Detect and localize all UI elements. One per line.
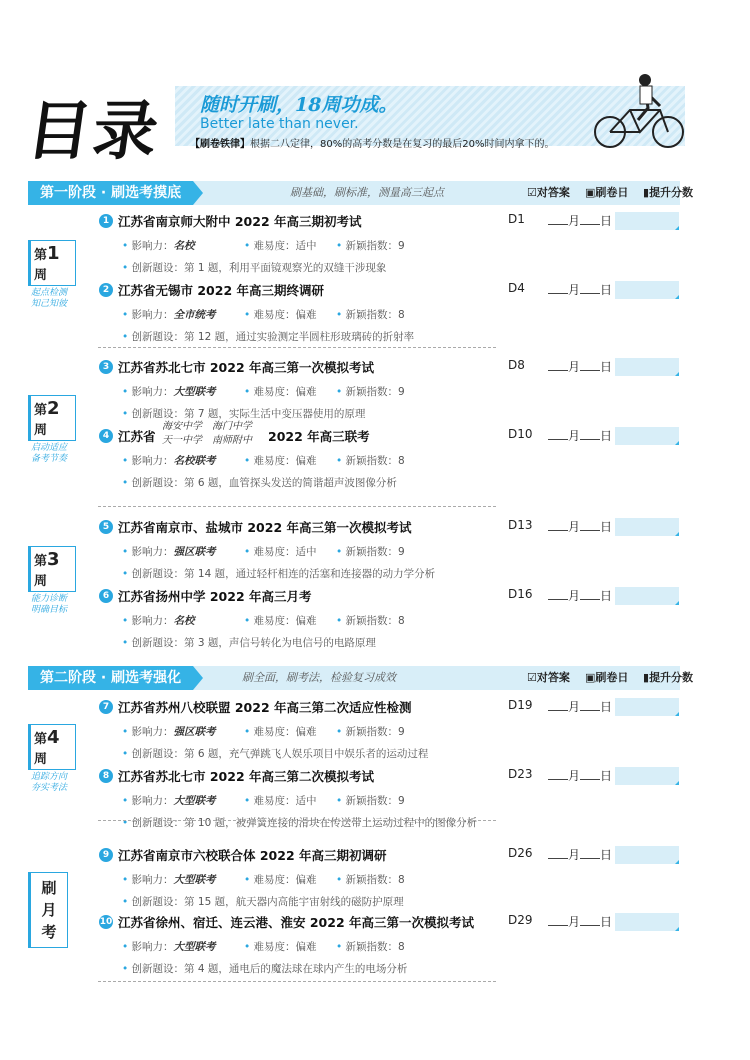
entry-meta: • 影响力：大型联考 bbox=[122, 795, 216, 807]
entry-number: 8 bbox=[99, 769, 113, 783]
entry-score-box[interactable] bbox=[615, 212, 679, 230]
entry-school-group: 海安中学 海门中学 bbox=[162, 421, 252, 432]
entry-meta: • 影响力：强区联考 bbox=[122, 726, 216, 738]
innovate-value: 第 6 题，血管探头发送的简谐超声波图像分析 bbox=[184, 477, 397, 489]
difficulty-value: 偏难 bbox=[295, 726, 317, 738]
novelty-value: 8 bbox=[398, 874, 405, 886]
entry-date-fill[interactable]: 月 日 bbox=[548, 518, 612, 535]
innovate-value: 第 3 题，声信号转化为电信号的电路原理 bbox=[184, 637, 376, 649]
entry-novelty: • 新颖指数：8 bbox=[336, 874, 405, 886]
novelty-value: 8 bbox=[398, 309, 405, 321]
week-label-month: 刷 月 考 bbox=[28, 872, 68, 948]
impact-label: 影响力： bbox=[131, 455, 174, 467]
entry-separator bbox=[98, 981, 496, 982]
entry-innovate: • 创新题设：第 14 题，通过轻杆相连的活塞和连接器的动力学分析 bbox=[122, 568, 436, 580]
slogan-chinese: 随时开刷，18周功成。 bbox=[200, 94, 398, 116]
entry-page-code: D8 bbox=[508, 358, 525, 372]
entry-name: 江苏省南京师大附中 2022 年高三期初考试 bbox=[118, 214, 362, 229]
entry-meta: • 影响力：名校联考 bbox=[122, 455, 216, 467]
innovate-value: 第 10 题，被弹簧连接的滑块在传送带上运动过程中的图像分析 bbox=[184, 817, 478, 829]
novelty-value: 9 bbox=[398, 726, 405, 738]
entry-innovate: • 创新题设：第 3 题，声信号转化为电信号的电路原理 bbox=[122, 637, 376, 649]
innovate-value: 第 14 题，通过轻杆相连的活塞和连接器的动力学分析 bbox=[184, 568, 436, 580]
entry-number: 6 bbox=[99, 589, 113, 603]
entry-page-code: D26 bbox=[508, 846, 533, 860]
entry-date-fill[interactable]: 月 日 bbox=[548, 767, 612, 784]
novelty-value: 9 bbox=[398, 386, 405, 398]
entry-novelty: • 新颖指数：8 bbox=[336, 615, 405, 627]
entry-novelty: • 新颖指数：8 bbox=[336, 309, 405, 321]
entry-novelty: • 新颖指数：8 bbox=[336, 455, 405, 467]
difficulty-value: 偏难 bbox=[295, 615, 317, 627]
column-score-2: ▮提升分数 bbox=[643, 671, 694, 684]
difficulty-value: 偏难 bbox=[295, 874, 317, 886]
entry-innovate: • 创新题设：第 4 题，通电后的魔法球在球内产生的电场分析 bbox=[122, 963, 408, 975]
entry-date-fill[interactable]: 月 日 bbox=[548, 913, 612, 930]
week-label-1: 第1周 起点检测 知己知彼 bbox=[28, 240, 76, 312]
entry-difficulty: • 难易度：偏难 bbox=[244, 386, 317, 398]
entry-page-code: D19 bbox=[508, 698, 533, 712]
novelty-value: 9 bbox=[398, 795, 405, 807]
impact-label: 影响力： bbox=[131, 941, 174, 953]
entry-page-code: D4 bbox=[508, 281, 525, 295]
week-label-4: 第4周 追踪方向 夯实考法 bbox=[28, 724, 76, 796]
entry-score-box[interactable] bbox=[615, 767, 679, 785]
entry-number: 10 bbox=[99, 917, 113, 927]
impact-label: 影响力： bbox=[131, 309, 174, 321]
novelty-value: 8 bbox=[398, 615, 405, 627]
entry-meta: • 影响力：强区联考 bbox=[122, 546, 216, 558]
entry-name: 江苏省南京市六校联合体 2022 年高三期初调研 bbox=[118, 848, 387, 863]
entry-meta: • 影响力：名校 bbox=[122, 240, 195, 252]
innovate-value: 第 7 题，实际生活中变压器使用的原理 bbox=[184, 408, 366, 420]
entry-meta: • 影响力：大型联考 bbox=[122, 874, 216, 886]
rule-line bbox=[190, 135, 554, 150]
novelty-value: 9 bbox=[398, 240, 405, 252]
column-brush-day: ▣刷卷日 bbox=[585, 186, 629, 199]
novelty-value: 9 bbox=[398, 546, 405, 558]
innovate-value: 第 12 题，通过实验测定半圆柱形玻璃砖的折射率 bbox=[184, 331, 415, 343]
entry-name-suffix: 2022 年高三联考 bbox=[268, 429, 370, 444]
impact-value: 强区联考 bbox=[173, 726, 216, 738]
difficulty-value: 适中 bbox=[295, 546, 317, 558]
entry-innovate: • 创新题设：第 6 题，血管探头发送的简谐超声波图像分析 bbox=[122, 477, 397, 489]
column-brush-day-2: ▣刷卷日 bbox=[585, 671, 629, 684]
entry-meta: • 影响力：全市统考 bbox=[122, 309, 216, 321]
column-check-2: ☑对答案 bbox=[527, 671, 570, 684]
entry-number: 5 bbox=[99, 520, 113, 534]
entry-page-code: D16 bbox=[508, 587, 533, 601]
cyclist-illustration bbox=[590, 70, 690, 150]
entry-date-fill[interactable]: 月 日 bbox=[548, 281, 612, 298]
rule-tag: 【刷卷铁律】 bbox=[190, 139, 250, 150]
entry-difficulty: • 难易度：偏难 bbox=[244, 615, 317, 627]
entry-page-code: D23 bbox=[508, 767, 533, 781]
innovate-value: 第 4 题，通电后的魔法球在球内产生的电场分析 bbox=[184, 963, 408, 975]
entry-number: 3 bbox=[99, 360, 113, 374]
entry-separator bbox=[98, 347, 496, 348]
entry-innovate: • 创新题设：第 1 题，利用平面镜观察光的双缝干涉现象 bbox=[122, 262, 387, 274]
innovate-value: 第 1 题，利用平面镜观察光的双缝干涉现象 bbox=[184, 262, 387, 274]
slogan-english: Better late than never. bbox=[200, 116, 359, 132]
entry-page-code: D13 bbox=[508, 518, 533, 532]
entry-page-code: D29 bbox=[508, 913, 533, 927]
section-title-2: 第二阶段 · 刷选考强化 bbox=[28, 666, 193, 690]
entry-innovate: • 创新题设：第 12 题，通过实验测定半圆柱形玻璃砖的折射率 bbox=[122, 331, 415, 343]
entry-innovate: • 创新题设：第 15 题，航天器内高能宇宙射线的磁防护原理 bbox=[122, 896, 404, 908]
impact-value: 名校 bbox=[173, 615, 195, 627]
entry-name: 江苏省苏北七市 2022 年高三第一次模拟考试 bbox=[118, 360, 374, 375]
entry-date-fill[interactable]: 月 日 bbox=[548, 427, 612, 444]
impact-label: 影响力： bbox=[131, 240, 174, 252]
entry-separator bbox=[98, 506, 496, 507]
entry-school-group: 天一中学 南师附中 bbox=[162, 435, 252, 446]
entry-innovate: • 创新题设：第 7 题，实际生活中变压器使用的原理 bbox=[122, 408, 366, 420]
entry-score-box[interactable] bbox=[615, 587, 679, 605]
entry-score-box[interactable] bbox=[615, 358, 679, 376]
entry-difficulty: • 难易度：适中 bbox=[244, 546, 317, 558]
impact-label: 影响力： bbox=[131, 874, 174, 886]
entry-name: 江苏省徐州、宿迁、连云港、淮安 2022 年高三第一次模拟考试 bbox=[118, 915, 474, 930]
impact-value: 大型联考 bbox=[173, 941, 216, 953]
entry-date-fill[interactable]: 月 日 bbox=[548, 698, 612, 715]
impact-value: 名校 bbox=[173, 240, 195, 252]
impact-label: 影响力： bbox=[131, 795, 174, 807]
entry-number: 7 bbox=[99, 700, 113, 714]
entry-date-fill[interactable]: 月 日 bbox=[548, 358, 612, 375]
entry-name: 江苏省苏州八校联盟 2022 年高三第二次适应性检测 bbox=[118, 700, 412, 715]
entry-name: 江苏省苏北七市 2022 年高三第二次模拟考试 bbox=[118, 769, 374, 784]
impact-label: 影响力： bbox=[131, 726, 174, 738]
impact-value: 全市统考 bbox=[173, 309, 216, 321]
entry-difficulty: • 难易度：偏难 bbox=[244, 941, 317, 953]
entry-score-box[interactable] bbox=[615, 698, 679, 716]
impact-label: 影响力： bbox=[131, 546, 174, 558]
entry-separator bbox=[98, 820, 496, 821]
entry-name: 江苏省扬州中学 2022 年高三月考 bbox=[118, 589, 312, 604]
week-label-3: 第3周 能力诊断 明确目标 bbox=[28, 546, 76, 618]
entry-number: 4 bbox=[99, 429, 113, 443]
entry-number: 9 bbox=[99, 848, 113, 862]
column-score: ▮提升分数 bbox=[643, 186, 694, 199]
entry-novelty: • 新颖指数：9 bbox=[336, 240, 405, 252]
entry-name-prefix: 江苏省 bbox=[118, 429, 156, 444]
impact-value: 大型联考 bbox=[173, 386, 216, 398]
entry-score-box[interactable] bbox=[615, 518, 679, 536]
entry-score-box[interactable] bbox=[615, 427, 679, 445]
entry-score-box[interactable] bbox=[615, 846, 679, 864]
entry-page-code: D10 bbox=[508, 427, 533, 441]
novelty-value: 8 bbox=[398, 941, 405, 953]
section-subtitle-1: 刷基础，刷标准，测量高三起点 bbox=[290, 186, 444, 199]
entry-novelty: • 新颖指数：9 bbox=[336, 546, 405, 558]
entry-novelty: • 新颖指数：9 bbox=[336, 726, 405, 738]
entry-number: 1 bbox=[99, 214, 113, 228]
entry-meta: • 影响力：名校 bbox=[122, 615, 195, 627]
impact-value: 名校联考 bbox=[173, 455, 216, 467]
entry-number: 2 bbox=[99, 283, 113, 297]
entry-date-fill[interactable]: 月 日 bbox=[548, 846, 612, 863]
entry-difficulty: • 难易度：偏难 bbox=[244, 455, 317, 467]
page-title: 目录 bbox=[21, 95, 165, 169]
difficulty-value: 偏难 bbox=[295, 309, 317, 321]
entry-innovate: • 创新题设：第 10 题，被弹簧连接的滑块在传送带上运动过程中的图像分析 bbox=[122, 817, 478, 829]
impact-value: 强区联考 bbox=[173, 546, 216, 558]
entry-name: 江苏省无锡市 2022 年高三期终调研 bbox=[118, 283, 324, 298]
entry-innovate: • 创新题设：第 6 题，充气弹跳飞人娱乐项目中娱乐者的运动过程 bbox=[122, 748, 429, 760]
novelty-value: 8 bbox=[398, 455, 405, 467]
entry-novelty: • 新颖指数：9 bbox=[336, 795, 405, 807]
section-subtitle-2: 刷全面，刷考法，检验复习成效 bbox=[242, 671, 396, 684]
week-label-2: 第2周 启动适应 备考节奏 bbox=[28, 395, 76, 467]
difficulty-value: 适中 bbox=[295, 795, 317, 807]
entry-meta: • 影响力：大型联考 bbox=[122, 386, 216, 398]
entry-difficulty: • 难易度：适中 bbox=[244, 795, 317, 807]
entry-score-box[interactable] bbox=[615, 913, 679, 931]
impact-label: 影响力： bbox=[131, 386, 174, 398]
section-title-1: 第一阶段 · 刷选考摸底 bbox=[28, 181, 193, 205]
entry-name: 江苏省南京市、盐城市 2022 年高三第一次模拟考试 bbox=[118, 520, 412, 535]
entry-date-fill[interactable]: 月 日 bbox=[548, 212, 612, 229]
entry-date-fill[interactable]: 月 日 bbox=[548, 587, 612, 604]
column-check: ☑对答案 bbox=[527, 186, 570, 199]
impact-value: 大型联考 bbox=[173, 874, 216, 886]
rule-text: 根据二八定律，80%的高考分数是在复习的最后20%时间内拿下的。 bbox=[250, 139, 555, 150]
entry-page-code: D1 bbox=[508, 212, 525, 226]
innovate-value: 第 6 题，充气弹跳飞人娱乐项目中娱乐者的运动过程 bbox=[184, 748, 429, 760]
entry-difficulty: • 难易度：适中 bbox=[244, 240, 317, 252]
difficulty-value: 适中 bbox=[295, 240, 317, 252]
entry-difficulty: • 难易度：偏难 bbox=[244, 726, 317, 738]
entry-meta: • 影响力：大型联考 bbox=[122, 941, 216, 953]
difficulty-value: 偏难 bbox=[295, 455, 317, 467]
difficulty-value: 偏难 bbox=[295, 386, 317, 398]
entry-difficulty: • 难易度：偏难 bbox=[244, 309, 317, 321]
innovate-value: 第 15 题，航天器内高能宇宙射线的磁防护原理 bbox=[184, 896, 404, 908]
difficulty-value: 偏难 bbox=[295, 941, 317, 953]
entry-score-box[interactable] bbox=[615, 281, 679, 299]
entry-novelty: • 新颖指数：8 bbox=[336, 941, 405, 953]
impact-label: 影响力： bbox=[131, 615, 174, 627]
entry-difficulty: • 难易度：偏难 bbox=[244, 874, 317, 886]
impact-value: 大型联考 bbox=[173, 795, 216, 807]
entry-novelty: • 新颖指数：9 bbox=[336, 386, 405, 398]
